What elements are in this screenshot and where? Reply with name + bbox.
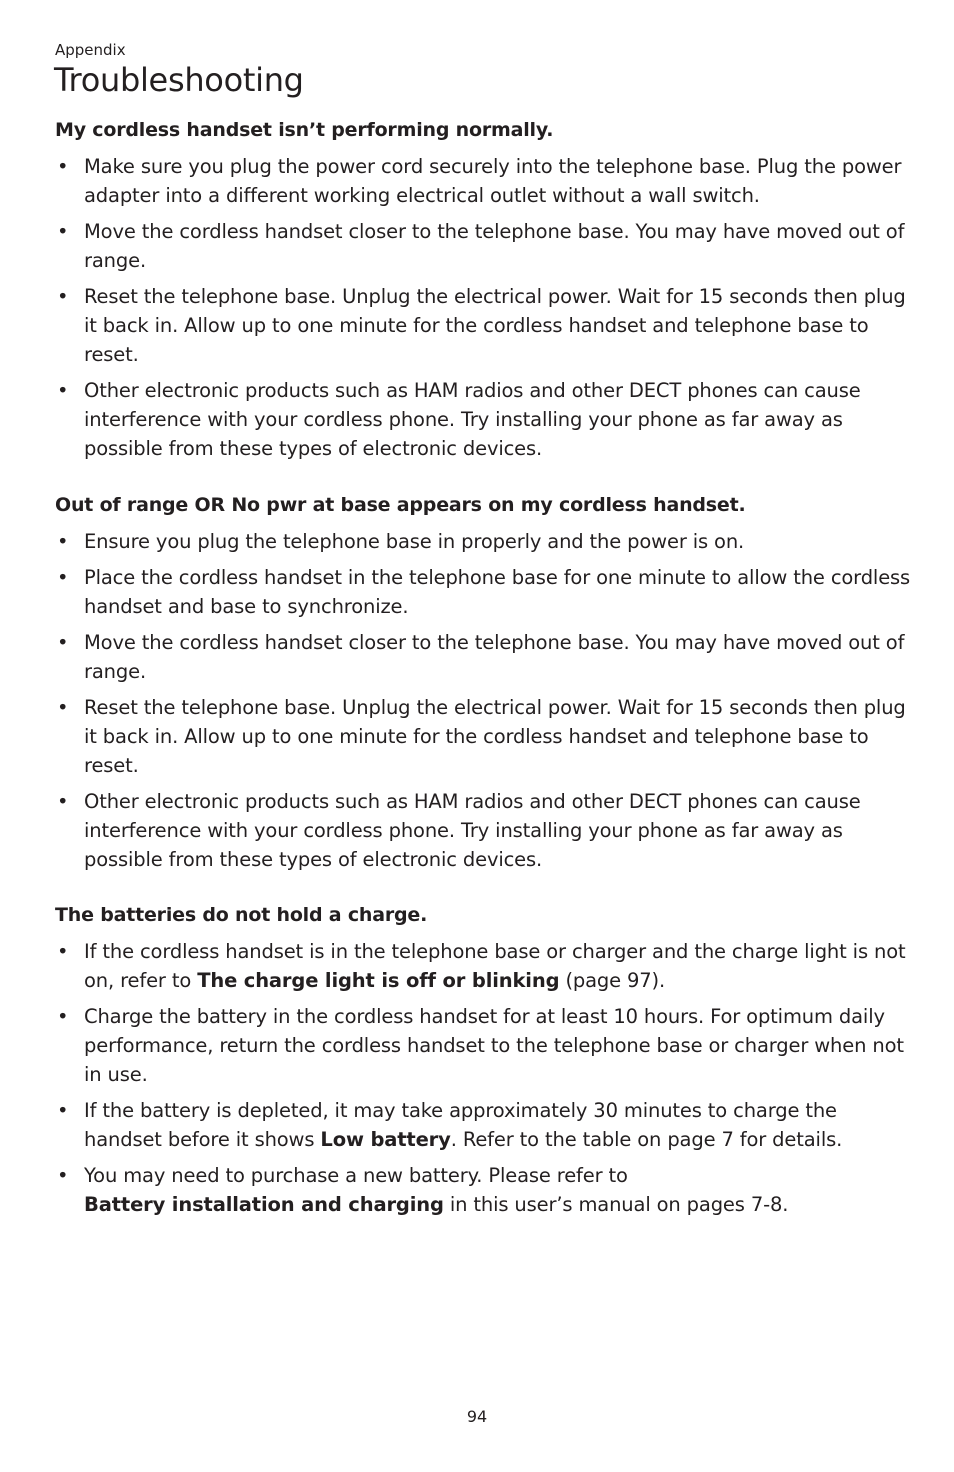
list-item xyxy=(55,1002,915,1089)
list-item-text-part: in this user’s manual on pages 7-8. xyxy=(443,1193,789,1216)
page-content xyxy=(55,116,915,1219)
list-item xyxy=(55,787,915,874)
bullet-icon: • xyxy=(57,631,69,654)
block-heading: The batteries do not hold a charge. xyxy=(55,904,428,926)
bullet-icon: • xyxy=(57,790,69,813)
list-item xyxy=(55,1096,915,1154)
troubleshooting-block xyxy=(55,116,915,463)
list-item-text: Other electronic products such as HAM radios and other DECT phones can cause interference with your cordless phone. Try installing your phone as far away as possible from these types of electronic devices. xyxy=(84,379,861,460)
bullet-icon: • xyxy=(57,566,69,589)
list-item xyxy=(55,628,915,686)
list-item-text xyxy=(84,940,906,992)
list-item-text xyxy=(84,1164,788,1216)
list-item xyxy=(55,937,915,995)
list-item-text: Move the cordless handset closer to the telephone base. You may have moved out of range. xyxy=(84,631,905,683)
page-title: Troubleshooting xyxy=(54,61,304,99)
bullet-icon: • xyxy=(57,1099,69,1122)
list-item-text: Place the cordless handset in the telephone base for one minute to allow the cordless handset and base to synchronize. xyxy=(84,566,911,618)
cross-reference: The charge light is off or blinking xyxy=(197,969,560,992)
bullet-icon: • xyxy=(57,379,69,402)
list-item-text: Reset the telephone base. Unplug the electrical power. Wait for 15 seconds then plug it back in. Allow up to one minute for the cordless handset and telephone base to reset. xyxy=(84,285,906,366)
bullet-icon: • xyxy=(57,220,69,243)
bullet-icon: • xyxy=(57,530,69,553)
bullet-icon: • xyxy=(57,940,69,963)
list-item-text: Charge the battery in the cordless handset for at least 10 hours. For optimum daily performance, return the cordless handset to the telephone base or charger when not in use. xyxy=(84,1005,904,1086)
list-item xyxy=(55,282,915,369)
list-item-text-part: If the battery is depleted, it may take approximately 30 minutes to charge the handset before it shows xyxy=(84,1099,837,1151)
list-item xyxy=(55,376,915,463)
bullet-icon: • xyxy=(57,696,69,719)
list-item-text xyxy=(84,1099,842,1151)
list-item-text: Ensure you plug the telephone base in properly and the power is on. xyxy=(84,530,745,553)
troubleshooting-block xyxy=(55,491,915,874)
list-item xyxy=(55,217,915,275)
bullet-list xyxy=(55,937,915,1219)
bullet-icon: • xyxy=(57,1005,69,1028)
list-item-text: Reset the telephone base. Unplug the electrical power. Wait for 15 seconds then plug it back in. Allow up to one minute for the cordless handset and telephone base to reset. xyxy=(84,696,906,777)
list-item xyxy=(55,563,915,621)
cross-reference: Battery installation and charging xyxy=(84,1193,444,1216)
list-item xyxy=(55,1161,915,1219)
list-item-text-part: (page 97). xyxy=(559,969,666,992)
display-message: Low battery xyxy=(320,1128,451,1151)
list-item xyxy=(55,152,915,210)
bullet-list xyxy=(55,152,915,463)
list-item-text-part: You may need to purchase a new battery. Please refer to xyxy=(84,1164,628,1187)
bullet-icon: • xyxy=(57,285,69,308)
bullet-icon: • xyxy=(57,1164,69,1187)
list-item-text: Other electronic products such as HAM radios and other DECT phones can cause interference with your cordless phone. Try installing your phone as far away as possible from these types of electronic devices. xyxy=(84,790,861,871)
list-item-text: Make sure you plug the power cord securely into the telephone base. Plug the power adapter into a different working electrical outlet without a wall switch. xyxy=(84,155,902,207)
bullet-icon: • xyxy=(57,155,69,178)
list-item xyxy=(55,527,915,556)
troubleshooting-block xyxy=(55,901,915,1219)
list-item-text-part: . Refer to the table on page 7 for details. xyxy=(450,1128,843,1151)
list-item-text-part: If the cordless handset is in the telephone base or charger and the charge light is not on, refer to xyxy=(84,940,906,992)
bullet-list xyxy=(55,527,915,874)
section-label: Appendix xyxy=(55,41,126,59)
block-heading: My cordless handset isn’t performing normally. xyxy=(55,119,554,141)
page-number: 94 xyxy=(466,1407,488,1426)
block-heading: Out of range OR No pwr at base appears on my cordless handset. xyxy=(55,494,746,516)
list-item-text: Move the cordless handset closer to the telephone base. You may have moved out of range. xyxy=(84,220,905,272)
list-item xyxy=(55,693,915,780)
